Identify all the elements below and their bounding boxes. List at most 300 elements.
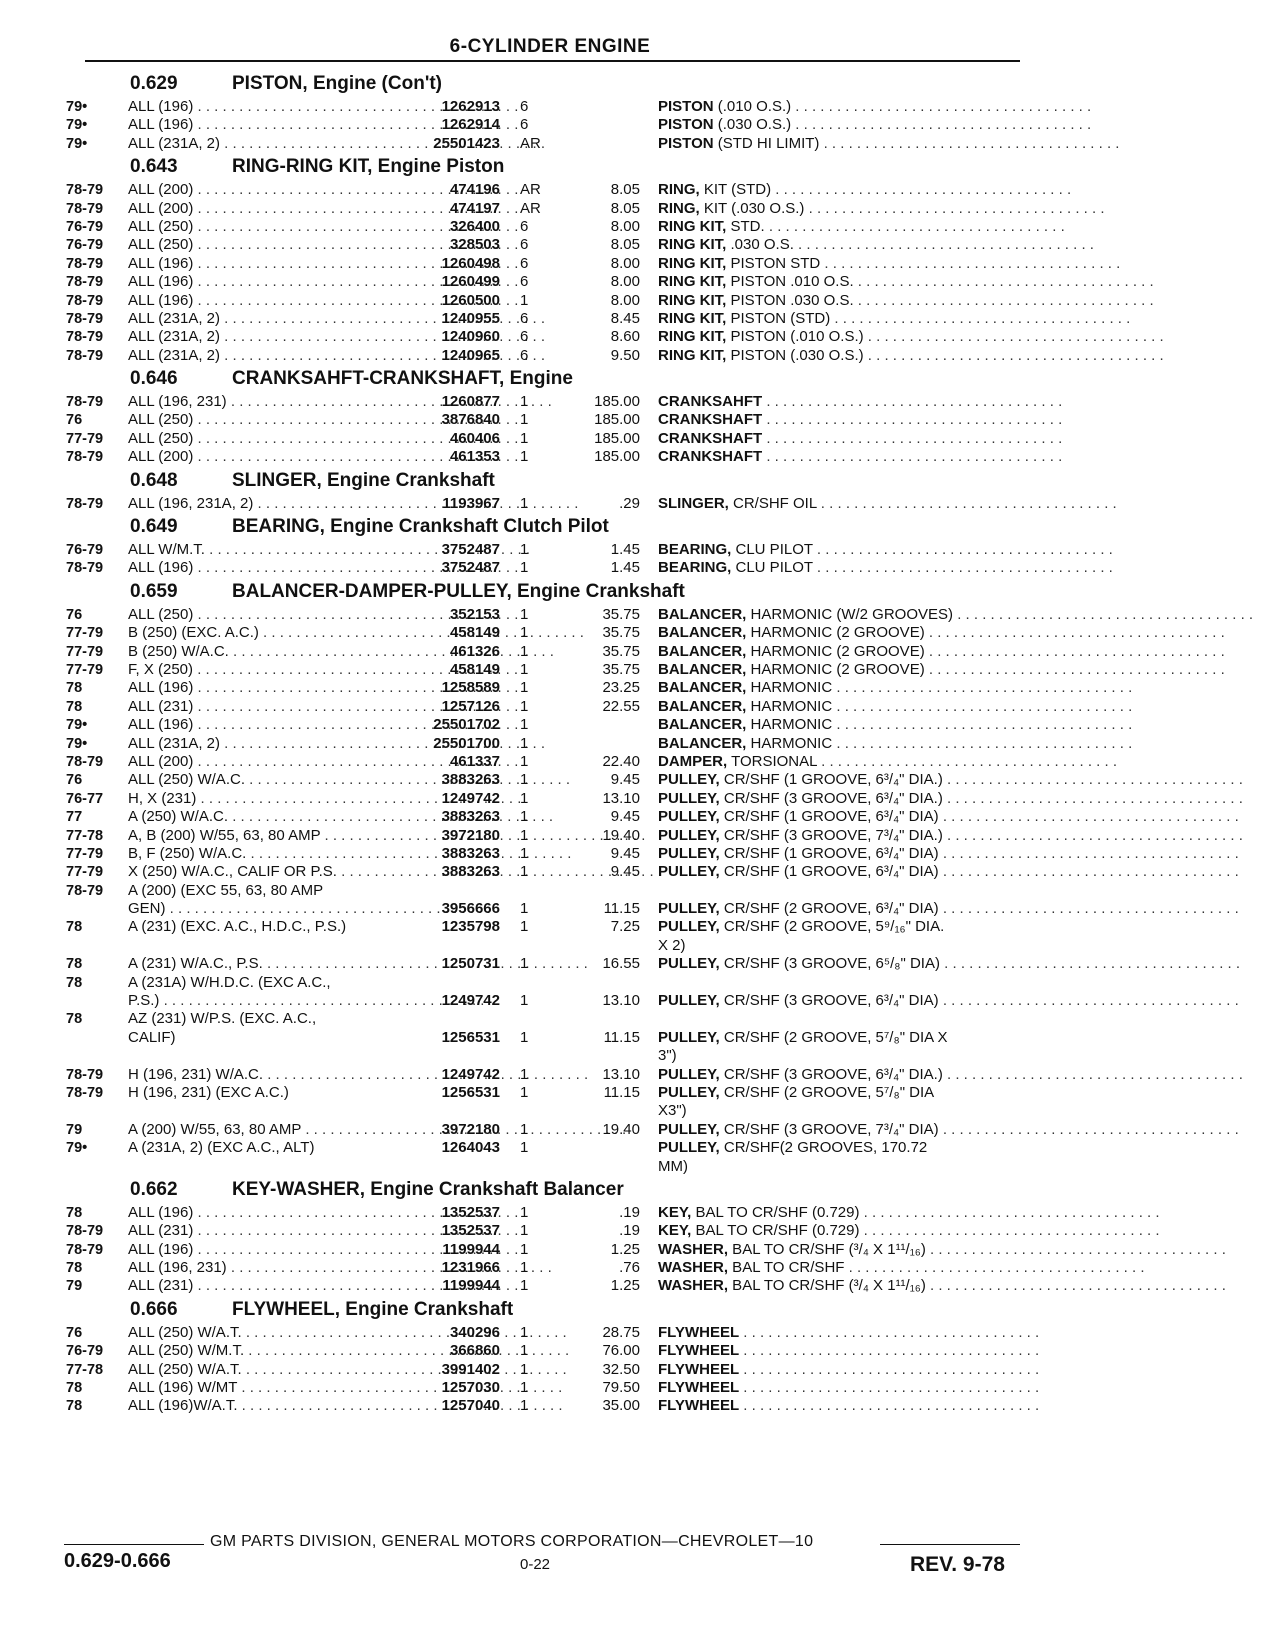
application: ALL (196) . . . — [128, 98, 408, 116]
application: ALL (196) . . . — [128, 1204, 408, 1222]
part-description-detail: PISTON STD — [726, 254, 821, 272]
part-number: 340296 — [449, 1323, 500, 1341]
part-number: 1260499 — [441, 273, 500, 291]
part-description-detail: CR/SHF(2 GROOVES, 170.72 — [719, 1139, 928, 1157]
part-number: 3752487 — [441, 559, 500, 577]
application: ALL (196) . . . — [128, 716, 408, 734]
application: ALL (250) W/A.T. . . . — [128, 1361, 408, 1379]
application: H (196, 231) (EXC A.C.) — [128, 1083, 289, 1101]
part-description — [658, 826, 1243, 845]
application: CALIF) — [128, 1028, 176, 1046]
leader-dots: . . . . . . . . . . . . . . . . . . . . . . . . . . . . . . . . . . . . — [925, 1277, 1226, 1295]
part-description-name: RING KIT, — [658, 236, 727, 254]
part-description — [658, 236, 1094, 254]
list-price: 35.75 — [602, 605, 640, 623]
leader-dots: . . . . . . . . . . . . . . . . . . . . . . . . . . . . . . . . . . . . — [925, 1240, 1226, 1258]
part-description — [658, 1084, 1020, 1102]
part-description-detail: (STD HI LIMIT) — [713, 134, 820, 152]
leader-dots: . . . . . . . . . . . . . . . . . . . . . . . . . . . . . . . . . . . . — [938, 900, 1239, 918]
part-description-detail: PISTON (.030 O.S.) — [726, 346, 864, 364]
leader-dots: . . . . . . . . . . . . . . . . . . . . . . . . . . . . . . . . . . . . — [764, 217, 1065, 235]
list-price: 32.50 — [602, 1360, 640, 1378]
part-description — [658, 273, 1154, 291]
part-description-name: PULLEY, — [658, 1139, 720, 1157]
part-row — [0, 541, 1280, 559]
part-description-name: CRANKSHAFT — [658, 411, 763, 429]
part-description-name: DAMPER, — [658, 752, 728, 770]
section-number: 0.629 — [130, 73, 178, 94]
part-description — [658, 328, 1164, 346]
quantity: 1 — [520, 734, 529, 752]
part-description-name: PULLEY, — [658, 918, 720, 936]
application: ALL (196) . . . — [128, 273, 408, 291]
part-row — [0, 753, 1280, 771]
model-year: 78-79 — [66, 255, 104, 272]
part-number: 458149 — [449, 624, 500, 642]
part-description — [658, 1120, 1239, 1139]
part-number: 25501423 — [433, 134, 500, 152]
quantity: 1 — [520, 844, 529, 862]
part-description-name: RING KIT, — [658, 217, 727, 235]
quantity: 1 — [520, 1120, 529, 1138]
part-number: 1231966 — [441, 1259, 500, 1277]
part-number: 3883263 — [441, 863, 500, 881]
list-price: 185.00 — [594, 429, 640, 447]
section-number: 0.648 — [130, 469, 178, 491]
section-title: KEY-WASHER, Engine Crankshaft Balancer — [232, 1178, 624, 1200]
list-price: .19 — [619, 1222, 640, 1240]
footer-rule-right — [880, 1544, 1020, 1545]
part-description — [658, 660, 1225, 679]
part-description-name: PISTON — [658, 116, 714, 134]
quantity: 1 — [520, 1203, 529, 1221]
model-year: 78-79 — [66, 1084, 104, 1101]
part-number: 461326 — [449, 642, 500, 660]
part-row — [0, 328, 1280, 346]
part-description-detail: CR/SHF (3 GROOVE, 6³/₄" DIA.) — [719, 789, 943, 807]
leader-dots: . . . . . . . . . . . . . . . . . . . . . . . . . . . . . . . . . . . . — [832, 679, 1133, 697]
leader-dots: . . . . . . . . . . . . . . . . . . . . . . . . . . . . . . . . . . . . — [830, 309, 1131, 327]
part-description-name: BALANCER, — [658, 697, 747, 715]
leader-dots: . . . . . . . . . . . . . . . . . . . . . . . . . . . . . . . . . . . . — [816, 494, 1117, 512]
part-number: 3883263 — [441, 808, 500, 826]
quantity: 1 — [520, 826, 529, 844]
leader-dots: . . . . . . . . . . . . . . . . . . . . . . . . . . . . . . . . . . . . — [791, 116, 1092, 134]
application: ALL (196) . . . — [128, 679, 408, 697]
part-description-name: BEARING, — [658, 559, 732, 577]
part-number: 1249742 — [441, 1065, 500, 1083]
model-year: 77-79 — [66, 643, 104, 660]
part-description-detail: CR/SHF (3 GROOVE, 7³/₄" DIA) — [719, 1120, 939, 1138]
list-price: 185.00 — [594, 393, 640, 411]
part-description — [658, 734, 1133, 753]
application: GEN) . . . — [128, 900, 408, 918]
model-year: 78 — [66, 919, 83, 936]
parts-list — [0, 70, 1280, 1416]
list-price: .19 — [619, 1203, 640, 1221]
part-description-detail: CR/SHF (1 GROOVE, 6³/₄" DIA) — [719, 844, 939, 862]
part-description-detail: CR/SHF (2 GROOVE, 5⁹/₁₆" DIA. — [719, 918, 945, 936]
part-description-name: RING KIT, — [658, 309, 727, 327]
list-price: 8.00 — [610, 273, 640, 291]
part-description-name: PULLEY, — [658, 1120, 720, 1138]
section-title: BALANCER-DAMPER-PULLEY, Engine Crankshaft — [232, 580, 685, 602]
list-price: 35.00 — [602, 1397, 640, 1415]
list-price: 35.75 — [602, 642, 640, 660]
model-year: 76-79 — [66, 237, 104, 254]
application: ALL (231) . . . — [128, 698, 408, 716]
part-description-detail: CR/SHF (1 GROOVE, 6³/₄" DIA) — [719, 808, 939, 826]
part-description — [658, 771, 1243, 789]
part-row — [0, 292, 1280, 310]
model-year: 78-79 — [66, 329, 104, 346]
part-number: 1256531 — [441, 1083, 500, 1101]
part-description — [658, 1065, 1243, 1084]
part-description-detail: BAL TO CR/SHF (³/₄ X 1¹¹/₁₆) — [728, 1240, 926, 1258]
part-description-name: FLYWHEEL — [658, 1379, 740, 1397]
part-description-name: KEY, — [658, 1222, 692, 1240]
part-description-detail: PISTON .030 O.S. — [726, 291, 854, 309]
list-price: 11.15 — [603, 900, 640, 918]
application: ALL (250) . . . — [128, 430, 408, 448]
part-description-name: RING KIT, — [658, 273, 727, 291]
application: ALL (231A, 2) . . . — [128, 735, 408, 753]
list-price: 16.55 — [602, 955, 640, 973]
part-description-detail: KIT (STD) — [699, 181, 772, 199]
part-description-detail: HARMONIC — [746, 697, 833, 715]
part-number: 3752487 — [441, 541, 500, 559]
part-description — [658, 900, 1239, 918]
part-description — [658, 1342, 1040, 1360]
part-row — [0, 845, 1280, 863]
part-description — [658, 541, 1113, 559]
part-description-detail: HARMONIC — [746, 734, 833, 752]
part-description-detail: .030 O.S. — [726, 236, 794, 254]
model-year: 78 — [66, 956, 83, 973]
leader-dots: . . . . . . . . . . . . . . . . . . . . . . . . . . . . . . . . . . . . — [739, 1323, 1040, 1341]
part-description-name: BALANCER, — [658, 734, 747, 752]
part-description-name: PULLEY, — [658, 955, 720, 973]
part-row — [0, 255, 1280, 273]
section-number: 0.646 — [130, 368, 178, 390]
model-year: 78 — [66, 1260, 83, 1277]
part-description-detail: CR/SHF (2 GROOVE, 5⁷/₈" DIA — [719, 1083, 935, 1101]
part-number: 1260498 — [441, 254, 500, 272]
model-year: 79• — [66, 1140, 88, 1157]
list-price: 7.25 — [610, 918, 640, 936]
quantity: 6 — [520, 116, 529, 134]
part-description-name: BALANCER, — [658, 679, 747, 697]
part-description — [658, 679, 1133, 697]
part-row — [0, 1139, 1280, 1157]
part-description-name: PULLEY, — [658, 826, 720, 844]
application: F, X (250) . . . — [128, 661, 408, 679]
leader-dots: . . . . . . . . . . . . . . . . . . . . . . . . . . . . . . . . . . . . — [938, 992, 1239, 1010]
part-description-name: SLINGER, — [658, 494, 729, 512]
model-year: 77-79 — [66, 845, 104, 862]
part-row — [0, 1277, 1280, 1295]
part-number: 3991402 — [441, 1360, 500, 1378]
model-year: 78-79 — [66, 1223, 104, 1240]
part-number: 461337 — [449, 752, 500, 770]
model-year: 76-79 — [66, 1343, 104, 1360]
application: ALL (196) . . . — [128, 116, 408, 134]
list-price: 13.10 — [602, 789, 640, 807]
part-description — [658, 346, 1164, 365]
part-row — [0, 1204, 1280, 1222]
list-price: 8.05 — [610, 199, 640, 217]
section-header — [0, 365, 1280, 393]
model-year: 76 — [66, 412, 83, 429]
quantity: 1 — [520, 494, 529, 512]
part-description — [658, 955, 1241, 973]
leader-dots: . . . . . . . . . . . . . . . . . . . . . . . . . . . . . . . . . . . . — [771, 181, 1072, 199]
part-description — [658, 716, 1133, 734]
quantity: 6 — [520, 98, 529, 115]
part-row — [0, 1102, 1280, 1120]
leader-dots: . . . . . . . . . . . . . . . . . . . . . . . . . . . . . . . . . . . . — [942, 771, 1243, 789]
list-price: 9.50 — [610, 346, 640, 364]
list-price: .76 — [619, 1259, 640, 1277]
application: A (250) W/A.C. . . . — [128, 808, 408, 826]
leader-dots: . . . . . . . . . . . . . . . . . . . . . . . . . . . . . . . . . . . . — [942, 789, 1243, 807]
leader-dots: . . . . . . . . . . . . . . . . . . . . . . . . . . . . . . . . . . . . — [924, 660, 1225, 678]
model-year: 79 — [66, 1121, 83, 1138]
part-number: 1257030 — [441, 1379, 500, 1397]
part-description-name: PULLEY, — [658, 771, 720, 789]
model-year: 78-79 — [66, 394, 104, 411]
part-description — [658, 254, 1121, 273]
part-description — [658, 181, 1072, 199]
part-number: 1257126 — [441, 697, 500, 715]
part-description — [658, 559, 1113, 577]
part-number: 3883263 — [441, 844, 500, 862]
quantity: 1 — [520, 429, 529, 447]
application: ALL (196, 231) . . . — [128, 1259, 408, 1277]
leader-dots: . . . . . . . . . . . . . . . . . . . . . . . . . . . . . . . . . . . . — [939, 955, 1241, 973]
section-header — [0, 578, 1280, 606]
part-row — [0, 771, 1280, 789]
leader-dots: . . . . . . . . . . . . . . . . . . . . . . . . . . . . . . . . . . . . — [804, 199, 1105, 217]
part-description — [658, 217, 1065, 236]
part-row — [0, 181, 1280, 199]
part-description — [658, 789, 1243, 808]
leader-dots: . . . . . . . . . . . . . . . . . . . . . . . . . . . . . . . . . . . . — [938, 808, 1239, 826]
quantity: 1 — [520, 605, 529, 623]
leader-dots: . . . . . . . . . . . . . . . . . . . . . . . . . . . . . . . . . . . . — [820, 254, 1121, 272]
part-description — [658, 98, 1092, 116]
part-number: 352153 — [449, 605, 500, 623]
part-description-name: CRANKSHAFT — [658, 448, 763, 466]
model-year: 79 — [66, 1278, 83, 1295]
leader-dots: . . . . . . . . . . . . . . . . . . . . . . . . . . . . . . . . . . . . — [924, 624, 1225, 642]
application: ALL (196)W/A.T. . . . — [128, 1397, 408, 1415]
list-price: 35.75 — [602, 624, 640, 642]
part-description — [658, 1277, 1226, 1295]
list-price: .29 — [619, 494, 640, 512]
quantity: AR — [520, 134, 541, 152]
application: P.S.) . . . — [128, 992, 408, 1010]
part-description — [658, 494, 1117, 513]
leader-dots: . . . . . . . . . . . . . . . . . . . . . . . . . . . . . . . . . . . . — [863, 346, 1164, 364]
quantity: 6 — [520, 346, 529, 364]
footer-page-number: 0-22 — [520, 1556, 551, 1573]
leader-dots: . . . . . . . . . . . . . . . . . . . . . . . . . . . . . . . . . . . . — [762, 448, 1063, 466]
part-number: 366860 — [449, 1342, 500, 1360]
part-row — [0, 698, 1280, 716]
list-price: 8.00 — [610, 217, 640, 235]
model-year: 76 — [66, 606, 83, 623]
part-description-name: RING KIT, — [658, 254, 727, 272]
application: ALL (250) W/A.T. . . . — [128, 1324, 408, 1342]
part-description-detail: HARMONIC (2 GROOVE) — [746, 660, 925, 678]
part-row — [0, 1121, 1280, 1139]
section-title: RING-RING KIT, Engine Piston — [232, 156, 505, 178]
part-description — [658, 1240, 1226, 1259]
leader-dots: . . . . . . . . . . . . . . . . . . . . . . . . . . . . . . . . . . . . — [938, 844, 1239, 862]
part-number: 1240965 — [441, 346, 500, 364]
application: ALL (196) . . . — [128, 559, 408, 577]
part-description-detail: (.030 O.S.) — [713, 116, 792, 134]
part-description-name: PULLEY, — [658, 844, 720, 862]
quantity: 1 — [520, 1083, 529, 1101]
leader-dots: . . . . . . . . . . . . . . . . . . . . . . . . . . . . . . . . . . . . — [832, 697, 1133, 715]
part-description — [658, 1397, 1040, 1415]
model-year: 78 — [66, 698, 83, 715]
quantity: 6 — [520, 273, 529, 291]
part-description-name: PULLEY, — [658, 863, 720, 881]
application: ALL (196) . . . — [128, 255, 408, 273]
part-description-name: KEY, — [658, 1203, 692, 1221]
part-description — [658, 1029, 1020, 1047]
part-description-detail: PISTON (.010 O.S.) — [726, 328, 864, 346]
part-row — [0, 735, 1280, 753]
part-description-name: RING KIT, — [658, 346, 727, 364]
list-price: 9.45 — [610, 771, 640, 789]
part-description — [658, 448, 1063, 466]
leader-dots: . . . . . . . . . . . . . . . . . . . . . . . . . . . . . . . . . . . . — [938, 863, 1239, 881]
model-year: 76-77 — [66, 790, 104, 807]
part-row — [0, 624, 1280, 642]
quantity: 1 — [520, 411, 529, 429]
part-row — [0, 1379, 1280, 1397]
quantity: 1 — [520, 1240, 529, 1258]
part-number: 1256531 — [441, 1028, 500, 1046]
part-description-name: CRANKSHAFT — [658, 429, 763, 447]
model-year: 77 — [66, 809, 83, 826]
quantity: 1 — [520, 291, 529, 309]
list-price: 8.00 — [610, 291, 640, 309]
part-row — [0, 1361, 1280, 1379]
part-description-detail: TORSIONAL — [727, 752, 817, 770]
part-description — [658, 752, 1117, 771]
part-row — [0, 135, 1280, 153]
part-description-name: PULLEY, — [658, 1065, 720, 1083]
part-description-name: FLYWHEEL — [658, 1397, 740, 1415]
application: A (231A, 2) (EXC A.C., ALT) — [128, 1139, 315, 1157]
part-description-name: PULLEY, — [658, 1028, 720, 1046]
quantity: 1 — [520, 679, 529, 697]
list-price: 9.45 — [610, 844, 640, 862]
part-number: 461353 — [449, 448, 500, 466]
part-row — [0, 448, 1280, 466]
part-description-name: WASHER, — [658, 1259, 729, 1277]
part-row — [0, 808, 1280, 826]
part-description-detail: PISTON (STD) — [726, 309, 831, 327]
model-year: 78-79 — [66, 292, 104, 309]
quantity: 1 — [520, 393, 529, 411]
part-number: 3883263 — [441, 771, 500, 789]
part-number: 326400 — [449, 217, 500, 235]
page-title: 6-CYLINDER ENGINE — [449, 36, 651, 57]
list-price: 23.25 — [602, 679, 640, 697]
part-description — [658, 863, 1239, 881]
section-header — [0, 70, 1280, 98]
leader-dots: . . . . . . . . . . . . . . . . . . . . . . . . . . . . . . . . . . . . — [739, 1360, 1040, 1378]
part-description-name: FLYWHEEL — [658, 1360, 740, 1378]
part-number: 3972180 — [441, 826, 500, 844]
part-row — [0, 1010, 1280, 1028]
list-price: 13.10 — [602, 1065, 640, 1083]
quantity: 1 — [520, 1028, 529, 1046]
part-description-name: BALANCER, — [658, 660, 747, 678]
part-description-detail: BAL TO CR/SHF — [728, 1259, 845, 1277]
quantity: 1 — [520, 1139, 529, 1157]
part-number: 25501702 — [433, 716, 500, 734]
section-header — [0, 1296, 1280, 1324]
part-number: 458149 — [449, 660, 500, 678]
application: ALL (196) . . . — [128, 292, 408, 310]
part-number: 1240960 — [441, 328, 500, 346]
quantity: 1 — [520, 900, 529, 918]
part-row — [0, 937, 1280, 955]
part-description-detail: 3") — [658, 1047, 677, 1065]
leader-dots: . . . . . . . . . . . . . . . . . . . . . . . . . . . . . . . . . . . . — [739, 1379, 1040, 1397]
part-row — [0, 974, 1280, 992]
part-number: 1260500 — [441, 291, 500, 309]
leader-dots: . . . . . . . . . . . . . . . . . . . . . . . . . . . . . . . . . . . . — [739, 1397, 1040, 1415]
part-description — [658, 808, 1239, 826]
application: A, B (200) W/55, 63, 80 AMP . . . — [128, 827, 408, 845]
list-price: 8.00 — [610, 254, 640, 272]
leader-dots: . . . . . . . . . . . . . . . . . . . . . . . . . . . . . . . . . . . . — [953, 605, 1254, 623]
list-price: 13.10 — [602, 992, 640, 1010]
part-description-detail: CR/SHF (2 GROOVE, 5⁷/₈" DIA X — [719, 1028, 948, 1046]
leader-dots: . . . . . . . . . . . . . . . . . . . . . . . . . . . . . . . . . . . . — [844, 1259, 1145, 1277]
application: ALL (200) . . . — [128, 181, 408, 199]
list-price: 19.40 — [602, 1120, 640, 1138]
list-price: 185.00 — [594, 448, 640, 466]
part-row — [0, 1066, 1280, 1084]
part-row — [0, 116, 1280, 134]
part-description-name: PISTON — [658, 134, 714, 152]
part-description — [658, 309, 1131, 328]
part-description-detail: X 2) — [658, 936, 686, 954]
list-price: 11.15 — [603, 1028, 640, 1046]
part-row — [0, 955, 1280, 973]
part-description-name: FLYWHEEL — [658, 1323, 740, 1341]
quantity: 1 — [520, 789, 529, 807]
application: B (250) (EXC. A.C.) . . . — [128, 624, 408, 642]
part-description — [658, 1222, 1160, 1240]
part-description — [658, 134, 1120, 153]
application: ALL (200) . . . — [128, 753, 408, 771]
part-description-name: RING, — [658, 181, 700, 199]
part-description-detail: CR/SHF (1 GROOVE, 6³/₄" DIA) — [719, 863, 939, 881]
leader-dots: . . . . . . . . . . . . . . . . . . . . . . . . . . . . . . . . . . . . — [859, 1222, 1160, 1240]
list-price: 11.15 — [603, 1083, 640, 1101]
list-price: 79.50 — [602, 1379, 640, 1397]
